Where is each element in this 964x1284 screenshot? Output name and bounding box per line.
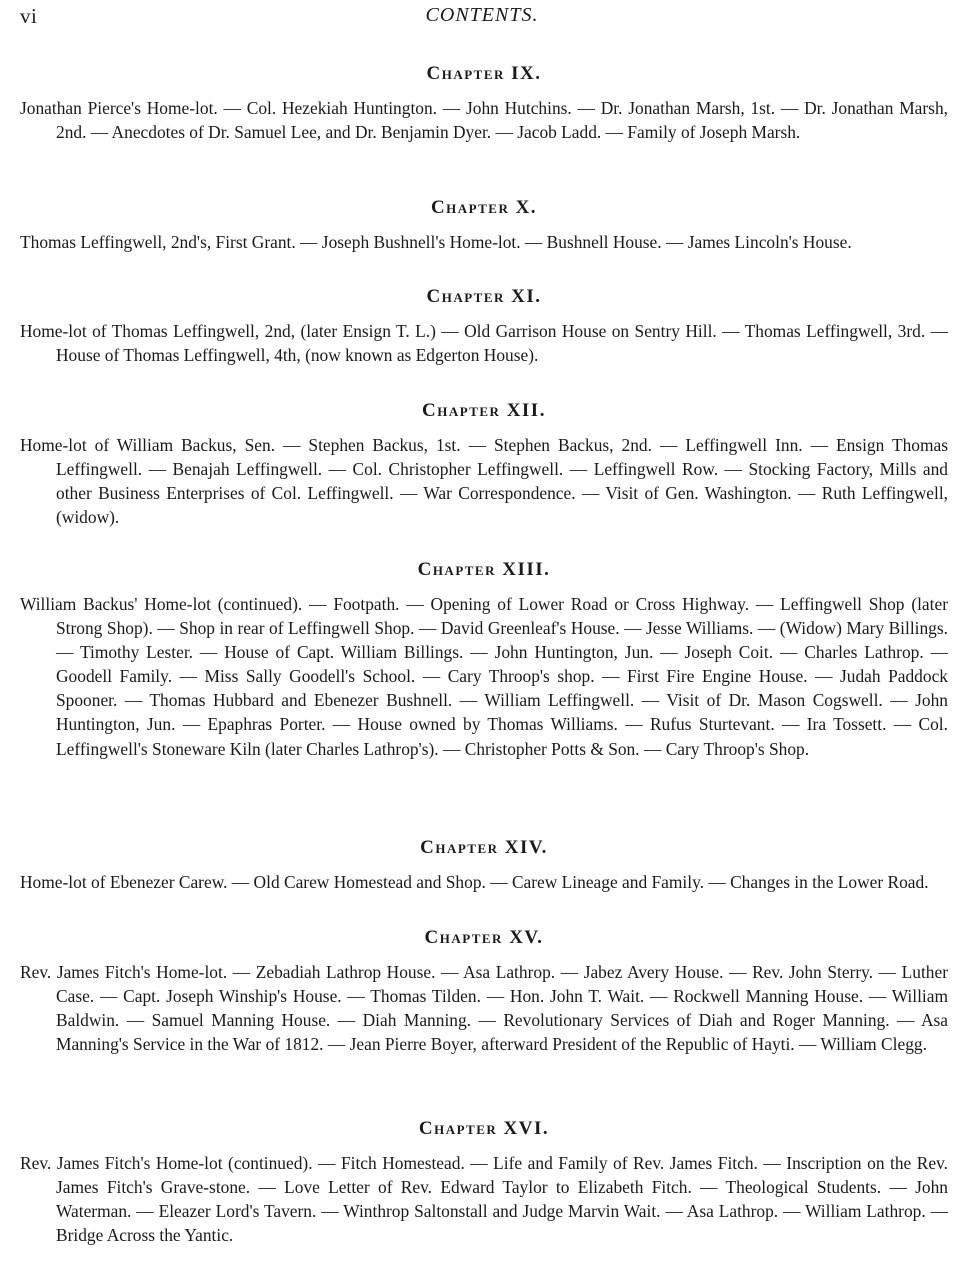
chapter-summary: Home-lot of Thomas Leffingwell, 2nd, (later Ensign T. L.) — Old Garrison House on Sentry Hill. — Thomas Leffingwell, 3rd. — House of Thomas Leffingwell, 4th, (now known as Edgerton House).	[20, 321, 948, 366]
chapter-xv	[20, 926, 948, 1056]
chapter-summary: William Backus' Home-lot (continued). — Footpath. — Opening of Lower Road or Cross Highway. — Leffingwell Shop (later Strong Shop). — Shop in rear of Leffingwell Shop. — David Greenleaf's House. — Jesse Williams. — (Widow) Mary Billings. — Timothy Lester. — House of Capt. William Billings. — John Huntington, Jun. — Joseph Coit. — Charles Lathrop. — Goodell Family. — Miss Sally Goodell's School. — Cary Throop's shop. — First Fire Engine House. — Judah Paddock Spooner. — Thomas Hubbard and Ebenezer Bushnell. — William Leffingwell. — Visit of Dr. Mason Cogswell. — John Huntington, Jun. — Epaphras Porter. — House owned by Thomas Williams. — Rufus Sturtevant. — Ira Tossett. — Col. Leffingwell's Stoneware Kiln (later Charles Lathrop's). — Christopher Potts & Son. — Cary Throop's Shop.	[20, 594, 948, 759]
chapter-summary: Rev. James Fitch's Home-lot (continued). — Fitch Homestead. — Life and Family of Rev. James Fitch. — Inscription on the Rev. James Fitch's Grave-stone. — Love Letter of Rev. Edward Taylor to Elizabeth Fitch. — Theological Students. — John Waterman. — Eleazer Lord's Tavern. — Winthrop Saltonstall and Judge Marvin Wait. — Asa Lathrop. — William Lathrop. — Bridge Across the Yantic.	[20, 1153, 948, 1246]
running-title: CONTENTS.	[425, 4, 539, 26]
chapter-summary: Jonathan Pierce's Home-lot. — Col. Hezekiah Huntington. — John Hutchins. — Dr. Jonathan Marsh, 1st. — Dr. Jonathan Marsh, 2nd. — Anecdotes of Dr. Samuel Lee, and Dr. Benjamin Dyer. — Jacob Ladd. — Family of Joseph Marsh.	[20, 98, 948, 143]
chapter-xii	[20, 399, 948, 529]
chapter-xiii	[20, 558, 948, 761]
chapter-heading: Chapter XIV.	[420, 837, 548, 858]
chapter-heading: Chapter IX.	[426, 63, 542, 84]
page-number: vi	[20, 4, 38, 28]
chapter-ix	[20, 62, 948, 144]
chapter-heading: Chapter XVI.	[418, 1118, 550, 1139]
chapter-summary: Rev. James Fitch's Home-lot. — Zebadiah Lathrop House. — Asa Lathrop. — Jabez Avery House. — Rev. John Sterry. — Luther Case. — Capt. Joseph Winship's House. — Thomas Tilden. — Hon. John T. Wait. — Rockwell Manning House. — William Baldwin. — Samuel Manning House. — Diah Manning. — Revolutionary Services of Diah and Roger Manning. — Asa Manning's Service in the War of 1812. — Jean Pierre Boyer, afterward President of the Republic of Hayti. — William Clegg.	[20, 962, 948, 1055]
chapter-xvi	[20, 1117, 948, 1247]
chapter-xiv	[20, 836, 948, 894]
chapter-summary: Home-lot of Ebenezer Carew. — Old Carew Homestead and Shop. — Carew Lineage and Family. — Changes in the Lower Road.	[20, 872, 929, 892]
chapter-x	[20, 196, 948, 254]
chapter-heading: Chapter X.	[430, 197, 538, 218]
chapter-summary: Home-lot of William Backus, Sen. — Stephen Backus, 1st. — Stephen Backus, 2nd. — Leffingwell Inn. — Ensign Thomas Leffingwell. — Benajah Leffingwell. — Col. Christopher Leffingwell. — Leffingwell Row. — Stocking Factory, Mills and other Business Enterprises of Col. Leffingwell. — War Correspondence. — Visit of Gen. Washington. — Ruth Leffingwell, (widow).	[20, 435, 948, 528]
chapter-heading: Chapter XIII.	[417, 559, 551, 580]
chapter-heading: Chapter XV.	[424, 927, 544, 948]
chapter-heading: Chapter XII.	[422, 400, 546, 421]
chapter-xi	[20, 285, 948, 367]
chapter-heading: Chapter XI.	[426, 286, 542, 307]
chapter-summary: Thomas Leffingwell, 2nd's, First Grant. — Joseph Bushnell's Home-lot. — Bushnell House. — James Lincoln's House.	[20, 232, 852, 252]
running-head	[20, 4, 944, 32]
